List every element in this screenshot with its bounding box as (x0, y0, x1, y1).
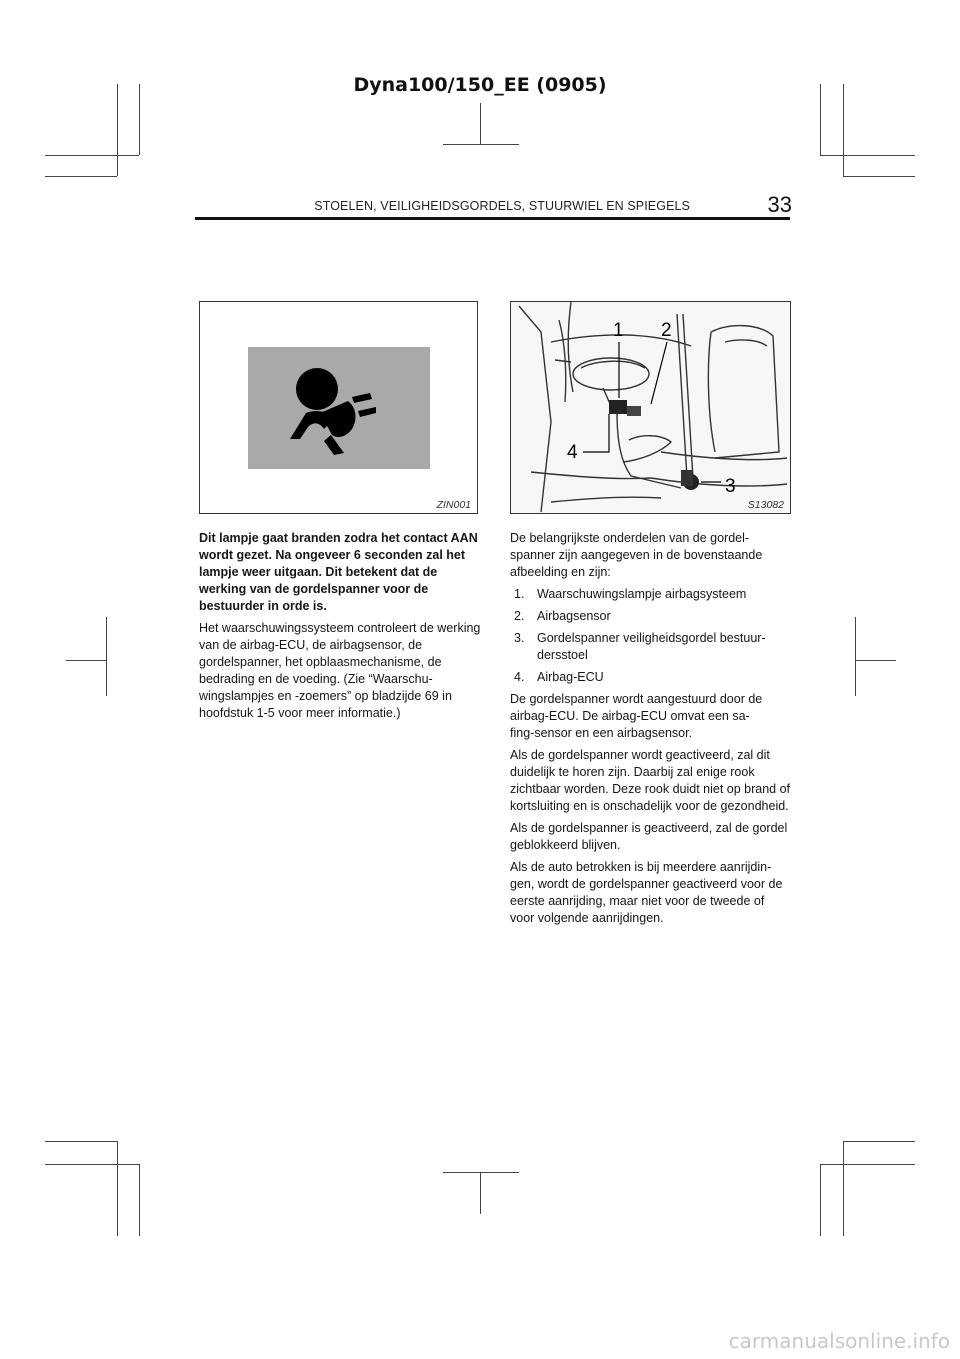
cabin-illustration (511, 302, 790, 513)
list-number: 3. (514, 631, 525, 645)
figure-pretensioner-parts (510, 301, 791, 514)
figure-warning-lamp (199, 301, 478, 514)
crop-mark (45, 176, 117, 177)
list-text: Airbag‑ECU (537, 670, 604, 684)
crop-mark (117, 1141, 118, 1236)
crop-mark (480, 1172, 481, 1214)
figure-code: S13082 (747, 499, 784, 511)
intro-paragraph: De belangrijkste onderdelen van de gordel-spanner zijn aangegeven in de bovenstaande afbeelding en zijn: (510, 531, 763, 579)
left-column (199, 530, 481, 727)
list-item (510, 630, 792, 664)
list-text: Waarschuwingslampje airbagsysteem (537, 587, 747, 601)
crop-mark (843, 176, 915, 177)
airbag-warning-icon (248, 347, 430, 469)
right-column (510, 530, 792, 932)
crop-mark (45, 1141, 117, 1142)
page-number: 33 (767, 192, 792, 217)
crop-mark (843, 1141, 915, 1142)
callout-1: 1 (613, 320, 624, 341)
list-number: 4. (514, 670, 525, 684)
running-title: STOELEN, VEILIGHEIDSGORDELS, STUURWIEL EN SPIEGELS (314, 199, 690, 213)
list-item (510, 608, 792, 625)
list-text: Airbagsensor (537, 609, 611, 623)
callout-4: 4 (567, 442, 578, 463)
document-id: Dyna100/150_EE (0905) (353, 74, 607, 96)
crop-mark (443, 144, 519, 145)
header-rule (195, 217, 790, 220)
list-number: 1. (514, 587, 525, 601)
crop-mark (820, 155, 915, 156)
list-number: 2. (514, 609, 525, 623)
list-text: Gordelspanner veiligheidsgordel bestuur-dersstoel (537, 631, 766, 662)
callout-2: 2 (661, 320, 672, 341)
crop-mark (117, 84, 118, 176)
crop-mark (855, 617, 856, 696)
list-item (510, 586, 792, 603)
crop-mark (820, 1164, 821, 1236)
intro-paragraph: Dit lampje gaat branden zodra het contact AAN wordt gezet. Na ongeveer 6 seconden zal het lampje weer uitgaan. Dit betekent dat de werking van de gordelspanner voor de bestuurder in orde is. (199, 531, 478, 613)
body-paragraph: Als de gordelspanner wordt geactiveerd, zal dit duidelijk te horen zijn. Daarbij zal enige rook zichtbaar worden. Deze rook duidt niet op brand of kortsluiting en is onschadelijk voor de gezondheid. (510, 748, 791, 813)
body-paragraph: De gordelspanner wordt aangestuurd door de airbag‑ECU. De airbag‑ECU omvat een sa-fing‑sensor en een airbagsensor. (510, 692, 763, 740)
parts-list (510, 586, 792, 686)
body-paragraph: Als de auto betrokken is bij meerdere aanrijdin-gen, wordt de gordelspanner geactiveerd voor de eerste aanrijding, maar niet voor de tweede of voor volgende aanrijdingen. (510, 860, 783, 925)
body-paragraph: Het waarschuwingssysteem controleert de werking van de airbag‑ECU, de airbagsensor, de gordelspanner, het opblaasmechanisme, de bedrading en de voeding. (Zie “Waarschu-wingslampjes en ‑zoemers” op bladzijde 69 in hoofdstuk 1‑5 voor meer informatie.) (199, 621, 481, 720)
crop-mark (843, 1141, 844, 1236)
crop-mark (820, 1164, 915, 1165)
figure-code: ZIN001 (436, 499, 471, 511)
warning-panel (248, 347, 430, 469)
crop-mark (843, 84, 844, 176)
crop-mark (480, 103, 481, 145)
crop-mark (45, 155, 139, 156)
crop-mark (66, 660, 107, 661)
list-item (510, 669, 792, 686)
crop-mark (45, 1164, 139, 1165)
watermark: carmanualsonline.info (728, 1329, 950, 1353)
crop-mark (106, 617, 107, 696)
crop-mark (855, 660, 896, 661)
crop-mark (443, 1172, 519, 1173)
callout-3: 3 (725, 476, 736, 497)
body-paragraph: Als de gordelspanner is geactiveerd, zal de gordel geblokkeerd blijven. (510, 821, 788, 852)
crop-mark (139, 1164, 140, 1236)
